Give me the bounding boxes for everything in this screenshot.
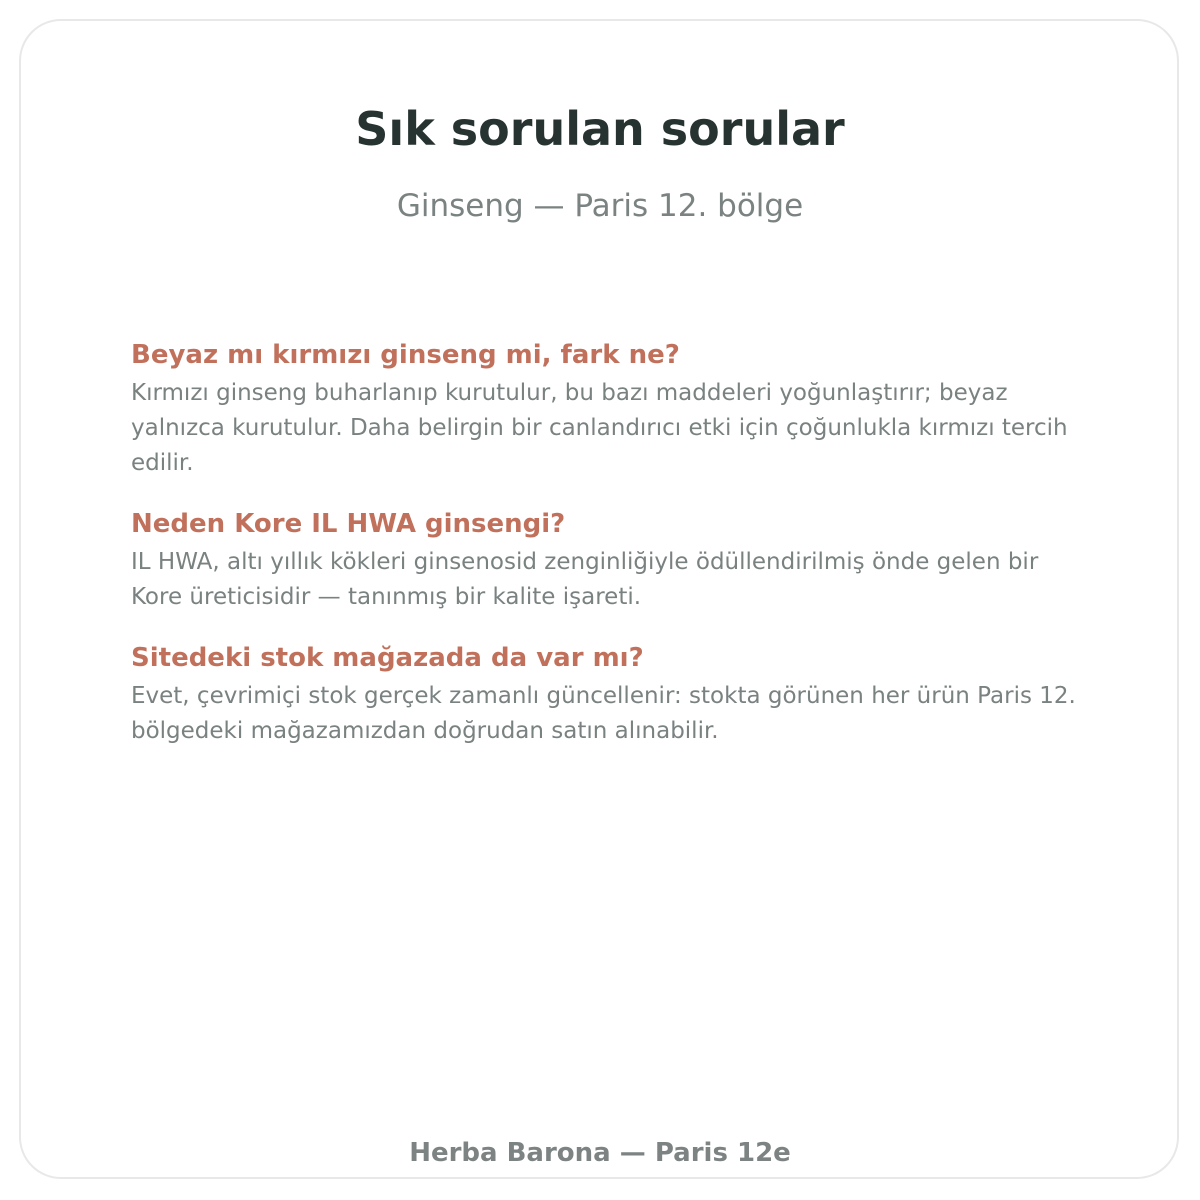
faq-question: Neden Kore IL HWA ginsengi? <box>131 509 566 539</box>
faq-answer: Kırmızı ginseng buharlanıp kurutulur, bu bazı maddeleri yoğunlaştırır; beyaz yalnızca kurutulur. Daha belirgin bir canlandırıcı etki için çoğunlukla kırmızı tercih edilir. <box>131 380 1068 476</box>
faq-item <box>131 639 1091 749</box>
faq-item <box>131 336 1091 481</box>
page-title: Sık sorulan sorular <box>355 102 845 156</box>
faq-question: Beyaz mı kırmızı ginseng mi, fark ne? <box>131 340 680 370</box>
faq-list <box>131 336 1091 773</box>
faq-answer: Evet, çevrimiçi stok gerçek zamanlı güncellenir: stokta görünen her ürün Paris 12. bölgedeki mağazamızdan doğrudan satın alınabilir. <box>131 683 1076 744</box>
footer-brand: Herba Barona — Paris 12e <box>409 1138 791 1168</box>
page-subtitle: Ginseng — Paris 12. bölge <box>396 188 804 224</box>
faq-question: Sitedeki stok mağazada da var mı? <box>131 643 644 673</box>
faq-item <box>131 505 1091 615</box>
faq-answer: IL HWA, altı yıllık kökleri ginsenosid zenginliğiyle ödüllendirilmiş önde gelen bir Kore üreticisidir — tanınmış bir kalite işareti. <box>131 549 1039 610</box>
